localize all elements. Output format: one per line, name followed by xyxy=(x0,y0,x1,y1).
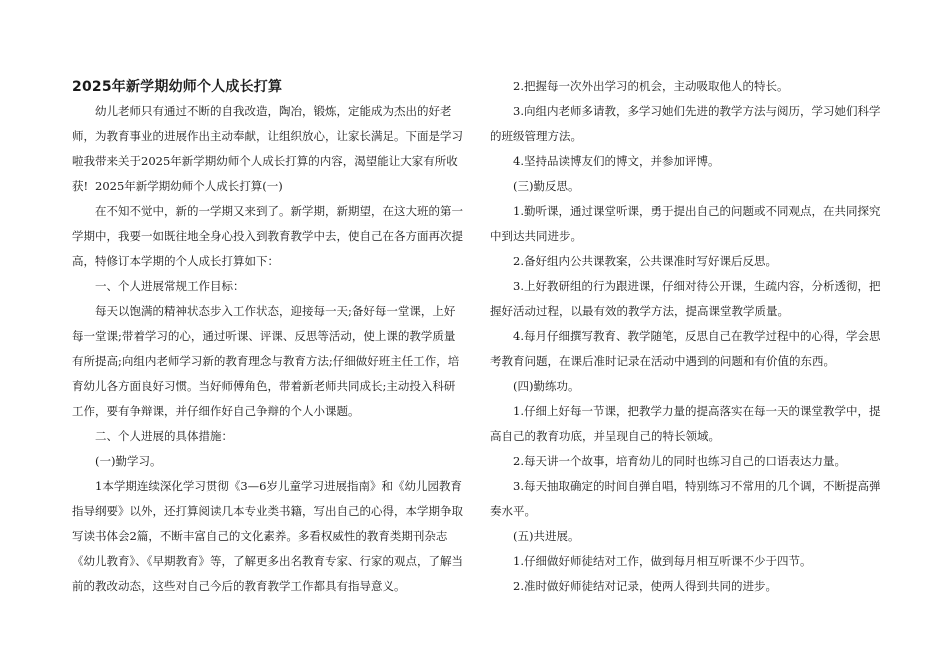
heading-practice: (四)勤练功。 xyxy=(513,379,580,393)
opening-paragraph: 在不知不觉中，新的一学期又来到了。新学期，新期望，在这大班的第一学期中，我要一如既往地全身心投入到教育教学中去，使自己在各方面再次提高，特修订本学期的个人成长打算如下： xyxy=(72,204,463,268)
goals-paragraph: 每天以饱满的精神状态步入工作状态，迎接每一天;备好每一堂课，上好每一堂课;带着学习的心，通过听课、评课、反思等活动，使上课的教学质量有所提高;向组内老师学习新的教育理念与教育方法;仔细做好班主任工作，培育幼儿各方面良好习惯。当好师傅角色，带着新老师共同成长;主动投入科研工作，要有争辩课，并仔细作好自己争辩的个人小课题。 xyxy=(72,304,460,418)
study-item-3: 3.向组内老师多请教，多学习她们先进的教学方法与阅历，学习她们科学的班级管理方法。 xyxy=(490,104,881,143)
intro-paragraph: 幼儿老师只有通过不断的自我改造，陶冶，锻炼，定能成为杰出的好老师，为教育事业的进展作出主动奉献，让组织放心，让家长满足。下面是学习啦我带来关于2025年新学期幼师个人成长打算的内容，渴望能让大家有所收获! xyxy=(72,104,463,193)
reflect-item-4: 4.每月仔细撰写教育、教学随笔，反思自己在教学过程中的心得，学会思考教育问题，在课后准时记录在活动中遇到的问题和有价值的东西。 xyxy=(490,329,881,368)
reflect-item-2: 2.备好组内公共课教案，公共课准时写好课后反思。 xyxy=(513,254,777,268)
study-item-2: 2.把握每一次外出学习的机会，主动吸取他人的特长。 xyxy=(513,79,789,93)
progress-item-1: 1.仔细做好师徒结对工作，做到每月相互听课不少于四节。 xyxy=(513,554,812,568)
section-heading-plan-one: 2025年新学期幼师个人成长打算(一) xyxy=(95,179,283,193)
heading-progress: (五)共进展。 xyxy=(513,529,580,543)
practice-item-2: 2.每天讲一个故事，培育幼儿的同时也练习自己的口语表达力量。 xyxy=(513,454,846,468)
heading-study: (一)勤学习。 xyxy=(95,454,162,468)
study-item-1: 1本学期连续深化学习贯彻《3—6岁儿童学习进展指南》和《幼儿园教育指导纲要》以外，还打算阅读几本专业类书籍，写出自己的心得，本学期争取写读书体会2篇，不断丰富自己的文化素养。多看权威性的教育类期刊杂志《幼儿教育》、《早期教育》等，了解更多出名教育专家、行家的观点，了解当前的教改动态，这些对自己今后的教育教学工作都具有指导意义。 xyxy=(72,479,463,593)
heading-reflect: (三)勤反思。 xyxy=(513,179,580,193)
reflect-item-1: 1.勤听课，通过课堂听课，勇于提出自己的问题或不同观点，在共同探究中到达共同进步。 xyxy=(490,204,881,243)
reflect-item-3: 3.上好教研组的行为跟进课，仔细对待公开课，生疏内容，分析透彻，把握好活动过程，以最有效的教学方法，提高课堂教学质量。 xyxy=(490,279,881,318)
practice-item-1: 1.仔细上好每一节课，把教学力量的提高落实在每一天的课堂教学中，提高自己的教育功底，并呈现自己的特长领域。 xyxy=(490,404,881,443)
heading-measures: 二、个人进展的具体措施： xyxy=(95,429,233,443)
practice-item-3: 3.每天抽取确定的时间自弹自唱，特别练习不常用的几个调，不断提高弹奏水平。 xyxy=(490,479,881,518)
document-title: 2025年新学期幼师个人成长打算 xyxy=(72,79,283,95)
progress-item-2: 2.准时做好师徒结对记录，使两人得到共同的进步。 xyxy=(513,579,777,593)
study-item-4: 4.坚持品读博友们的博文，并参加评博。 xyxy=(513,154,720,168)
heading-goals: 一、个人进展常规工作目标： xyxy=(95,279,245,293)
